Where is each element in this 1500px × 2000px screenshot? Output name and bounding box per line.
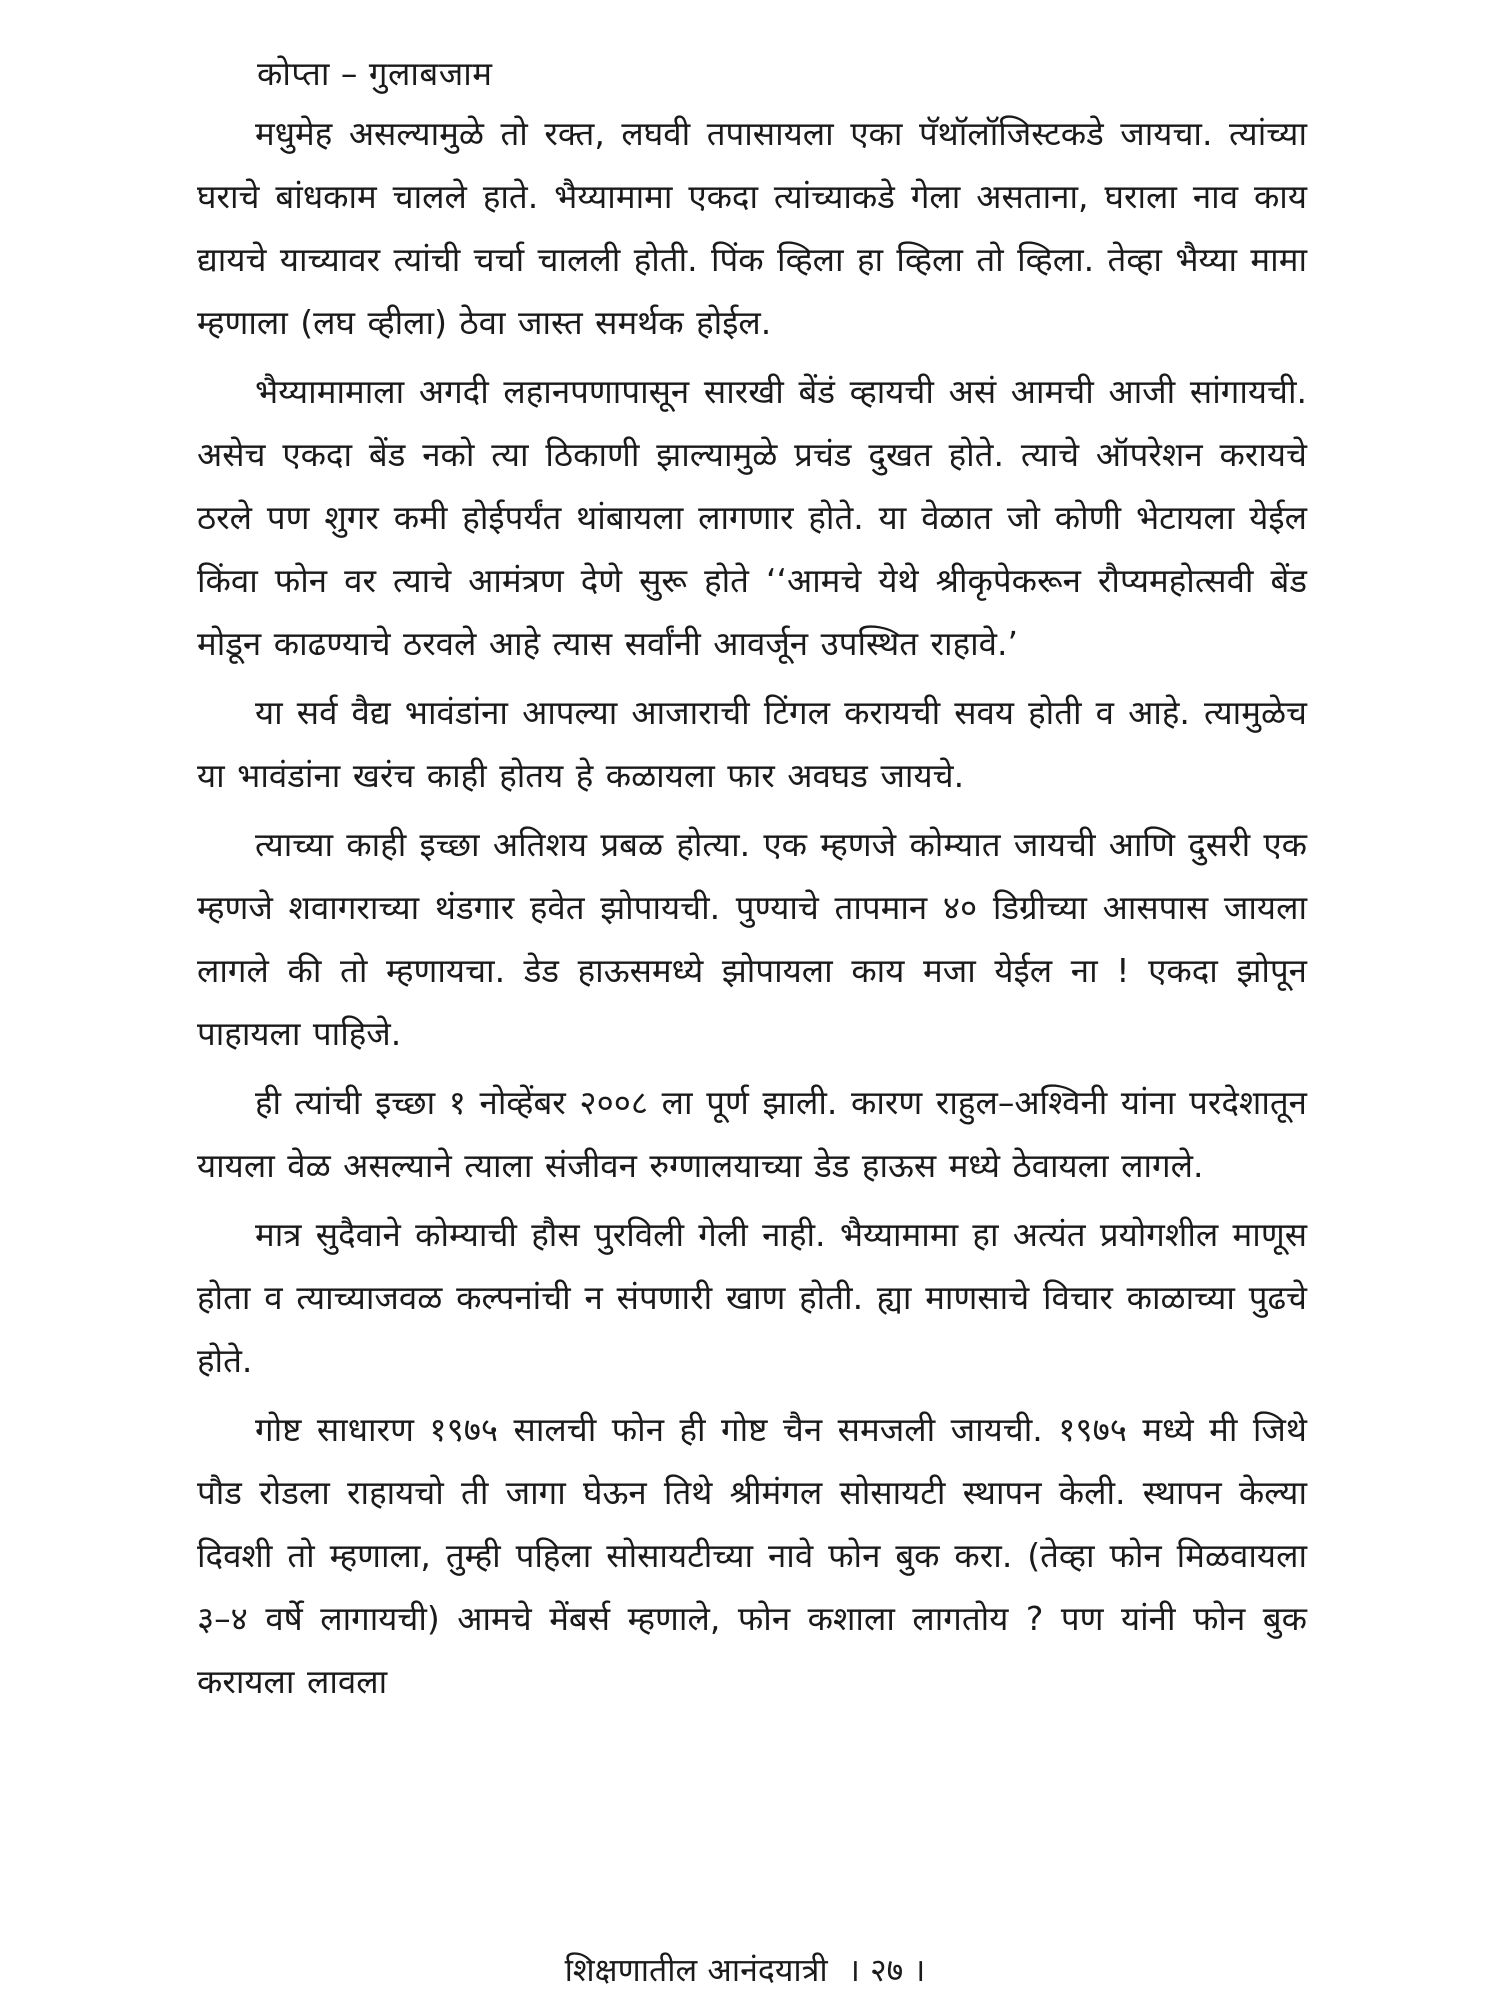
- footer-separator-right: ।: [913, 1951, 926, 1989]
- paragraph-6: मात्र सुदैवाने कोम्याची हौस पुरविली गेली नाही. भैय्यामामा हा अत्यंत प्रयोगशील माणूस होता व त्याच्याजवळ कल्पनांची न संपणारी खाण होती. ह्या माणसाचे विचार काळाच्या पुढचे होते.: [197, 1215, 1307, 1380]
- paragraph-5: ही त्यांची इच्छा १ नोव्हेंबर २००८ ला पूर्ण झाली. कारण राहुल–अश्विनी यांना परदेशातून यायला वेळ असल्याने त्याला संजीवन रुग्णालयाच्या डेड हाऊस मध्ये ठेवायला लागले.: [197, 1083, 1307, 1185]
- paragraph-2: भैय्यामामाला अगदी लहानपणापासून सारखी बेंडं व्हायची असं आमची आजी सांगायची. असेच एकदा बेंड नको त्या ठिकाणी झाल्यामुळे प्रचंड दुखत होते. त्याचे ऑपरेशन करायचे ठरले पण शुगर कमी होईपर्यंत थांबायला लागणार होते. या वेळात जो कोणी भेटायला येईल किंवा फोन वर त्याचे आमंत्रण देणे सुरू होते ‘‘आमचे येथे श्रीकृपेकरून रौप्यमहोत्सवी बेंड मोडून काढण्याचे ठरवले आहे त्यास सर्वांनी आवर्जून उपस्थित राहावे.’: [197, 372, 1307, 663]
- book-page: [197, 52, 1307, 1932]
- footer-book-title: शिक्षणातील आनंदयात्री: [564, 1951, 828, 1989]
- page-footer: [0, 1950, 1500, 1990]
- paragraph-3: या सर्व वैद्य भावंडांना आपल्या आजाराची टिंगल करायची सवय होती व आहे. त्यामुळेच या भावंडांना खरंच काही होतय हे कळायला फार अवघड जायचे.: [197, 693, 1307, 795]
- chapter-title: कोप्ता – गुलाबजाम: [257, 54, 493, 93]
- paragraph-1: मधुमेह असल्यामुळे तो रक्त, लघवी तपासायला एका पॅथॉलॉजिस्टकडे जायचा. त्यांच्या घराचे बांधकाम चालले हाते. भैय्यामामा एकदा त्यांच्याकडे गेला असताना, घराला नाव काय द्यायचे याच्यावर त्यांची चर्चा चालली होती. पिंक व्हिला हा व्हिला तो व्हिला. तेव्हा भैय्या मामा म्हणाला (लघ व्हीला) ठेवा जास्त समर्थक होईल.: [197, 114, 1307, 342]
- page-number: २७: [869, 1951, 904, 1989]
- paragraph-7: गोष्ट साधारण १९७५ सालची फोन ही गोष्ट चैन समजली जायची. १९७५ मध्ये मी जिथे पौड रोडला राहायचो ती जागा घेऊन तिथे श्रीमंगल सोसायटी स्थापन केली. स्थापन केल्या दिवशी तो म्हणाला, तुम्ही पहिला सोसायटीच्या नावे फोन बुक करा. (तेव्हा फोन मिळवायला ३–४ वर्षे लागायची) आमचे मेंबर्स म्हणाले, फोन कशाला लागतोय ? पण यांनी फोन बुक करायला लावला: [197, 1410, 1307, 1701]
- footer-separator-left: ।: [847, 1951, 860, 1989]
- paragraph-4: त्याच्या काही इच्छा अतिशय प्रबळ होत्या. एक म्हणजे कोम्यात जायची आणि दुसरी एक म्हणजे शवागराच्या थंडगार हवेत झोपायची. पुण्याचे तापमान ४० डिग्रीच्या आसपास जायला लागले की तो म्हणायचा. डेड हाऊसमध्ये झोपायला काय मजा येईल ना ! एकदा झोपून पाहायला पाहिजे.: [197, 825, 1307, 1053]
